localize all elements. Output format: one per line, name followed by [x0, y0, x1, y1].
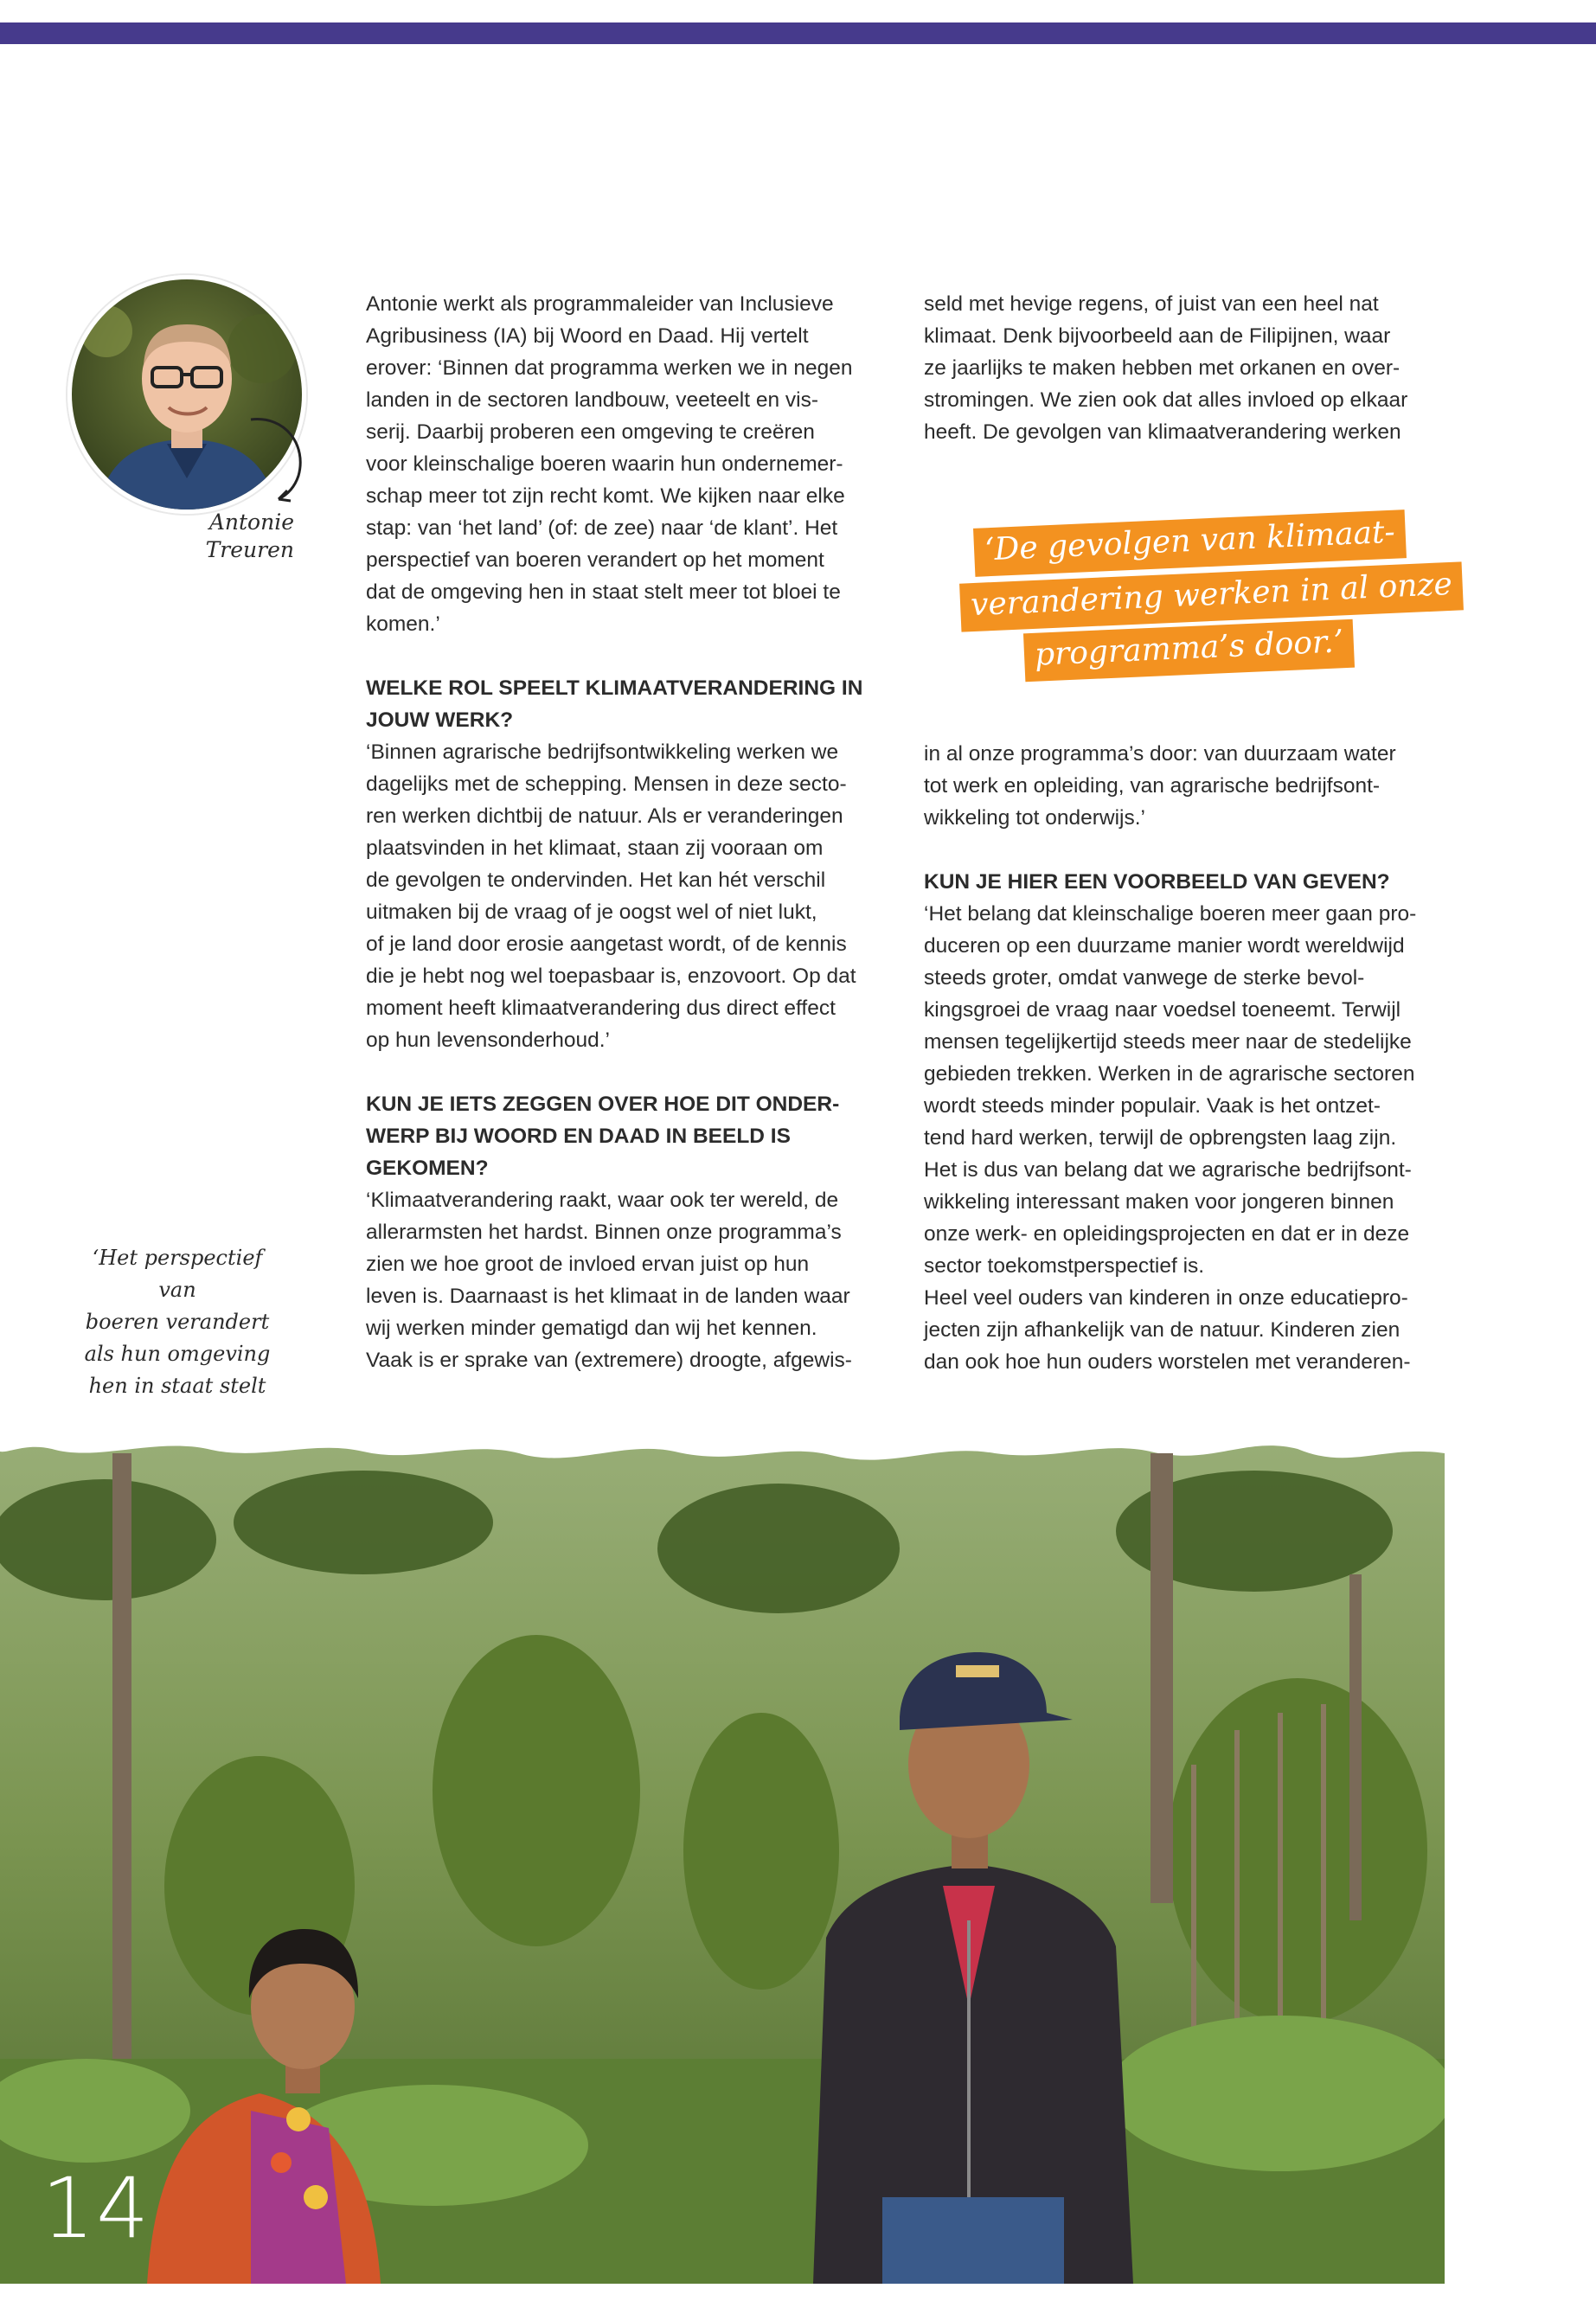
body-line: perspectief van boeren verandert op het moment [366, 548, 824, 572]
body-line: voor kleinschalige boeren waarin hun ondernemer- [366, 452, 843, 476]
pull-quote-line: ‘De gevolgen van klimaat- [973, 510, 1407, 577]
body-line: zien we hoe groot de invloed ervan juist op hun [366, 1253, 810, 1276]
body-line: de gevolgen te ondervinden. Het kan hét verschil [366, 868, 826, 892]
question-heading: KUN JE HIER EEN VOORBEELD VAN GEVEN? [924, 870, 1390, 894]
body-line: uitmaken bij de vraag of je oogst wel of niet lukt, [366, 901, 817, 924]
side-quote-line: als hun omgeving [84, 1342, 271, 1366]
body-line: wij werken minder gematigd dan wij het kennen. [366, 1317, 817, 1340]
body-line: kingsgroei de vraag naar voedsel toeneemt. Terwijl [924, 998, 1401, 1022]
body-line: dan ook hoe hun ouders worstelen met veranderen- [924, 1350, 1411, 1374]
body-line: mensen tegelijkertijd steeds meer naar de stedelijke [924, 1030, 1412, 1054]
body-line: tot werk en opleiding, van agrarische bedrijfsont- [924, 774, 1381, 798]
body-line: heeft. De gevolgen van klimaatverandering werken [924, 420, 1401, 444]
body-line: dat de omgeving hen in staat stelt meer tot bloei te [366, 580, 841, 604]
body-line: moment heeft klimaatverandering dus direct effect [366, 997, 836, 1020]
body-line: schap meer tot zijn recht komt. We kijken naar elke [366, 484, 845, 508]
body-line: ‘Binnen agrarische bedrijfsontwikkeling werken we [366, 740, 839, 764]
farmers-field-photo-icon [0, 1401, 1445, 2284]
body-line: wikkeling tot onderwijs.’ [924, 806, 1145, 830]
body-line: Het is dus van belang dat we agrarische bedrijfsont- [924, 1158, 1412, 1182]
body-line: Heel veel ouders van kinderen in onze educatiepro- [924, 1286, 1408, 1310]
body-line: ‘Het belang dat kleinschalige boeren meer gaan pro- [924, 902, 1417, 926]
body-line: op hun levensonderhoud.’ [366, 1029, 610, 1052]
body-line: Antonie werkt als programmaleider van Inclusieve [366, 292, 834, 316]
question-heading: GEKOMEN? [366, 1157, 489, 1180]
caption-line: Treuren [205, 537, 294, 562]
question-heading: WELKE ROL SPEELT KLIMAATVERANDERING IN [366, 676, 863, 700]
pull-quote [960, 514, 1453, 680]
article-column-right-top [924, 288, 1452, 448]
body-line: Agribusiness (IA) bij Woord en Daad. Hij vertelt [366, 324, 809, 348]
article-column-left [366, 288, 894, 1376]
body-line: leven is. Daarnaast is het klimaat in de landen waar [366, 1285, 850, 1308]
pull-quote-line: verandering werken in al onze [959, 561, 1464, 631]
body-line: dagelijks met de schepping. Mensen in deze secto- [366, 772, 847, 796]
body-line: steeds groter, omdat vanwege de sterke bevol- [924, 966, 1365, 990]
side-quote-line: boeren verandert [85, 1310, 270, 1334]
body-line: wikkeling interessant maken voor jongeren binnen [924, 1190, 1394, 1214]
portrait-caption [190, 509, 294, 564]
body-line: ren werken dichtbij de natuur. Als er veranderingen [366, 804, 843, 828]
body-line: serij. Daarbij proberen een omgeving te creëren [366, 420, 815, 444]
body-line: Vaak is er sprake van (extremere) droogte, afgewis- [366, 1349, 852, 1372]
pull-quote-line: programma’s door.’ [1023, 619, 1355, 683]
body-line: komen.’ [366, 612, 440, 636]
body-line: allerarmsten het hardst. Binnen onze programma’s [366, 1221, 842, 1244]
body-line: klimaat. Denk bijvoorbeeld aan de Filipijnen, waar [924, 324, 1391, 348]
body-line: onze werk- en opleidingsprojecten en dat er in deze [924, 1222, 1410, 1246]
caption-line: Antonie [208, 510, 294, 535]
question-heading: JOUW WERK? [366, 708, 514, 732]
question-heading: KUN JE IETS ZEGGEN OVER HOE DIT ONDER- [366, 1093, 840, 1116]
body-line: stromingen. We zien ook dat alles invloed op elkaar [924, 388, 1408, 412]
body-line: ze jaarlijks te maken hebben met orkanen en over- [924, 356, 1401, 380]
top-color-bar [0, 22, 1596, 44]
body-line: wordt steeds minder populair. Vaak is het ontzet- [924, 1094, 1381, 1118]
page-number: 14 [42, 2160, 151, 2257]
body-line: gebieden trekken. Werken in de agrarische sectoren [924, 1062, 1415, 1086]
body-line: jecten zijn afhankelijk van de natuur. Kinderen zien [924, 1318, 1401, 1342]
body-line: duceren op een duurzame manier wordt wereldwijd [924, 934, 1405, 958]
curved-arrow-icon [234, 411, 320, 506]
article-column-right-bottom [924, 738, 1452, 1378]
side-quote-line: hen in staat stelt [88, 1374, 266, 1398]
side-quote-line: ‘Het perspectief van [92, 1246, 263, 1302]
body-line: ‘Klimaatverandering raakt, waar ook ter wereld, de [366, 1189, 839, 1212]
body-line: tend hard werken, terwijl de opbrengsten laag zijn. [924, 1126, 1397, 1150]
body-line: erover: ‘Binnen dat programma werken we in negen [366, 356, 853, 380]
body-line: stap: van ‘het land’ (of: de zee) naar ‘de klant’. Het [366, 516, 838, 540]
body-line: in al onze programma’s door: van duurzaam water [924, 742, 1396, 766]
body-line: plaatsvinden in het klimaat, staan zij vooraan om [366, 836, 824, 860]
body-line: of je land door erosie aangetast wordt, of de kennis [366, 933, 847, 956]
body-line: seld met hevige regens, of juist van een heel nat [924, 292, 1379, 316]
body-line: landen in de sectoren landbouw, veeteelt en vis- [366, 388, 819, 412]
body-line: die je hebt nog wel toepasbaar is, enzovoort. Op dat [366, 965, 856, 988]
question-heading: WERP BIJ WOORD EN DAAD IN BEELD IS [366, 1125, 791, 1148]
body-line: sector toekomstperspectief is. [924, 1254, 1205, 1278]
